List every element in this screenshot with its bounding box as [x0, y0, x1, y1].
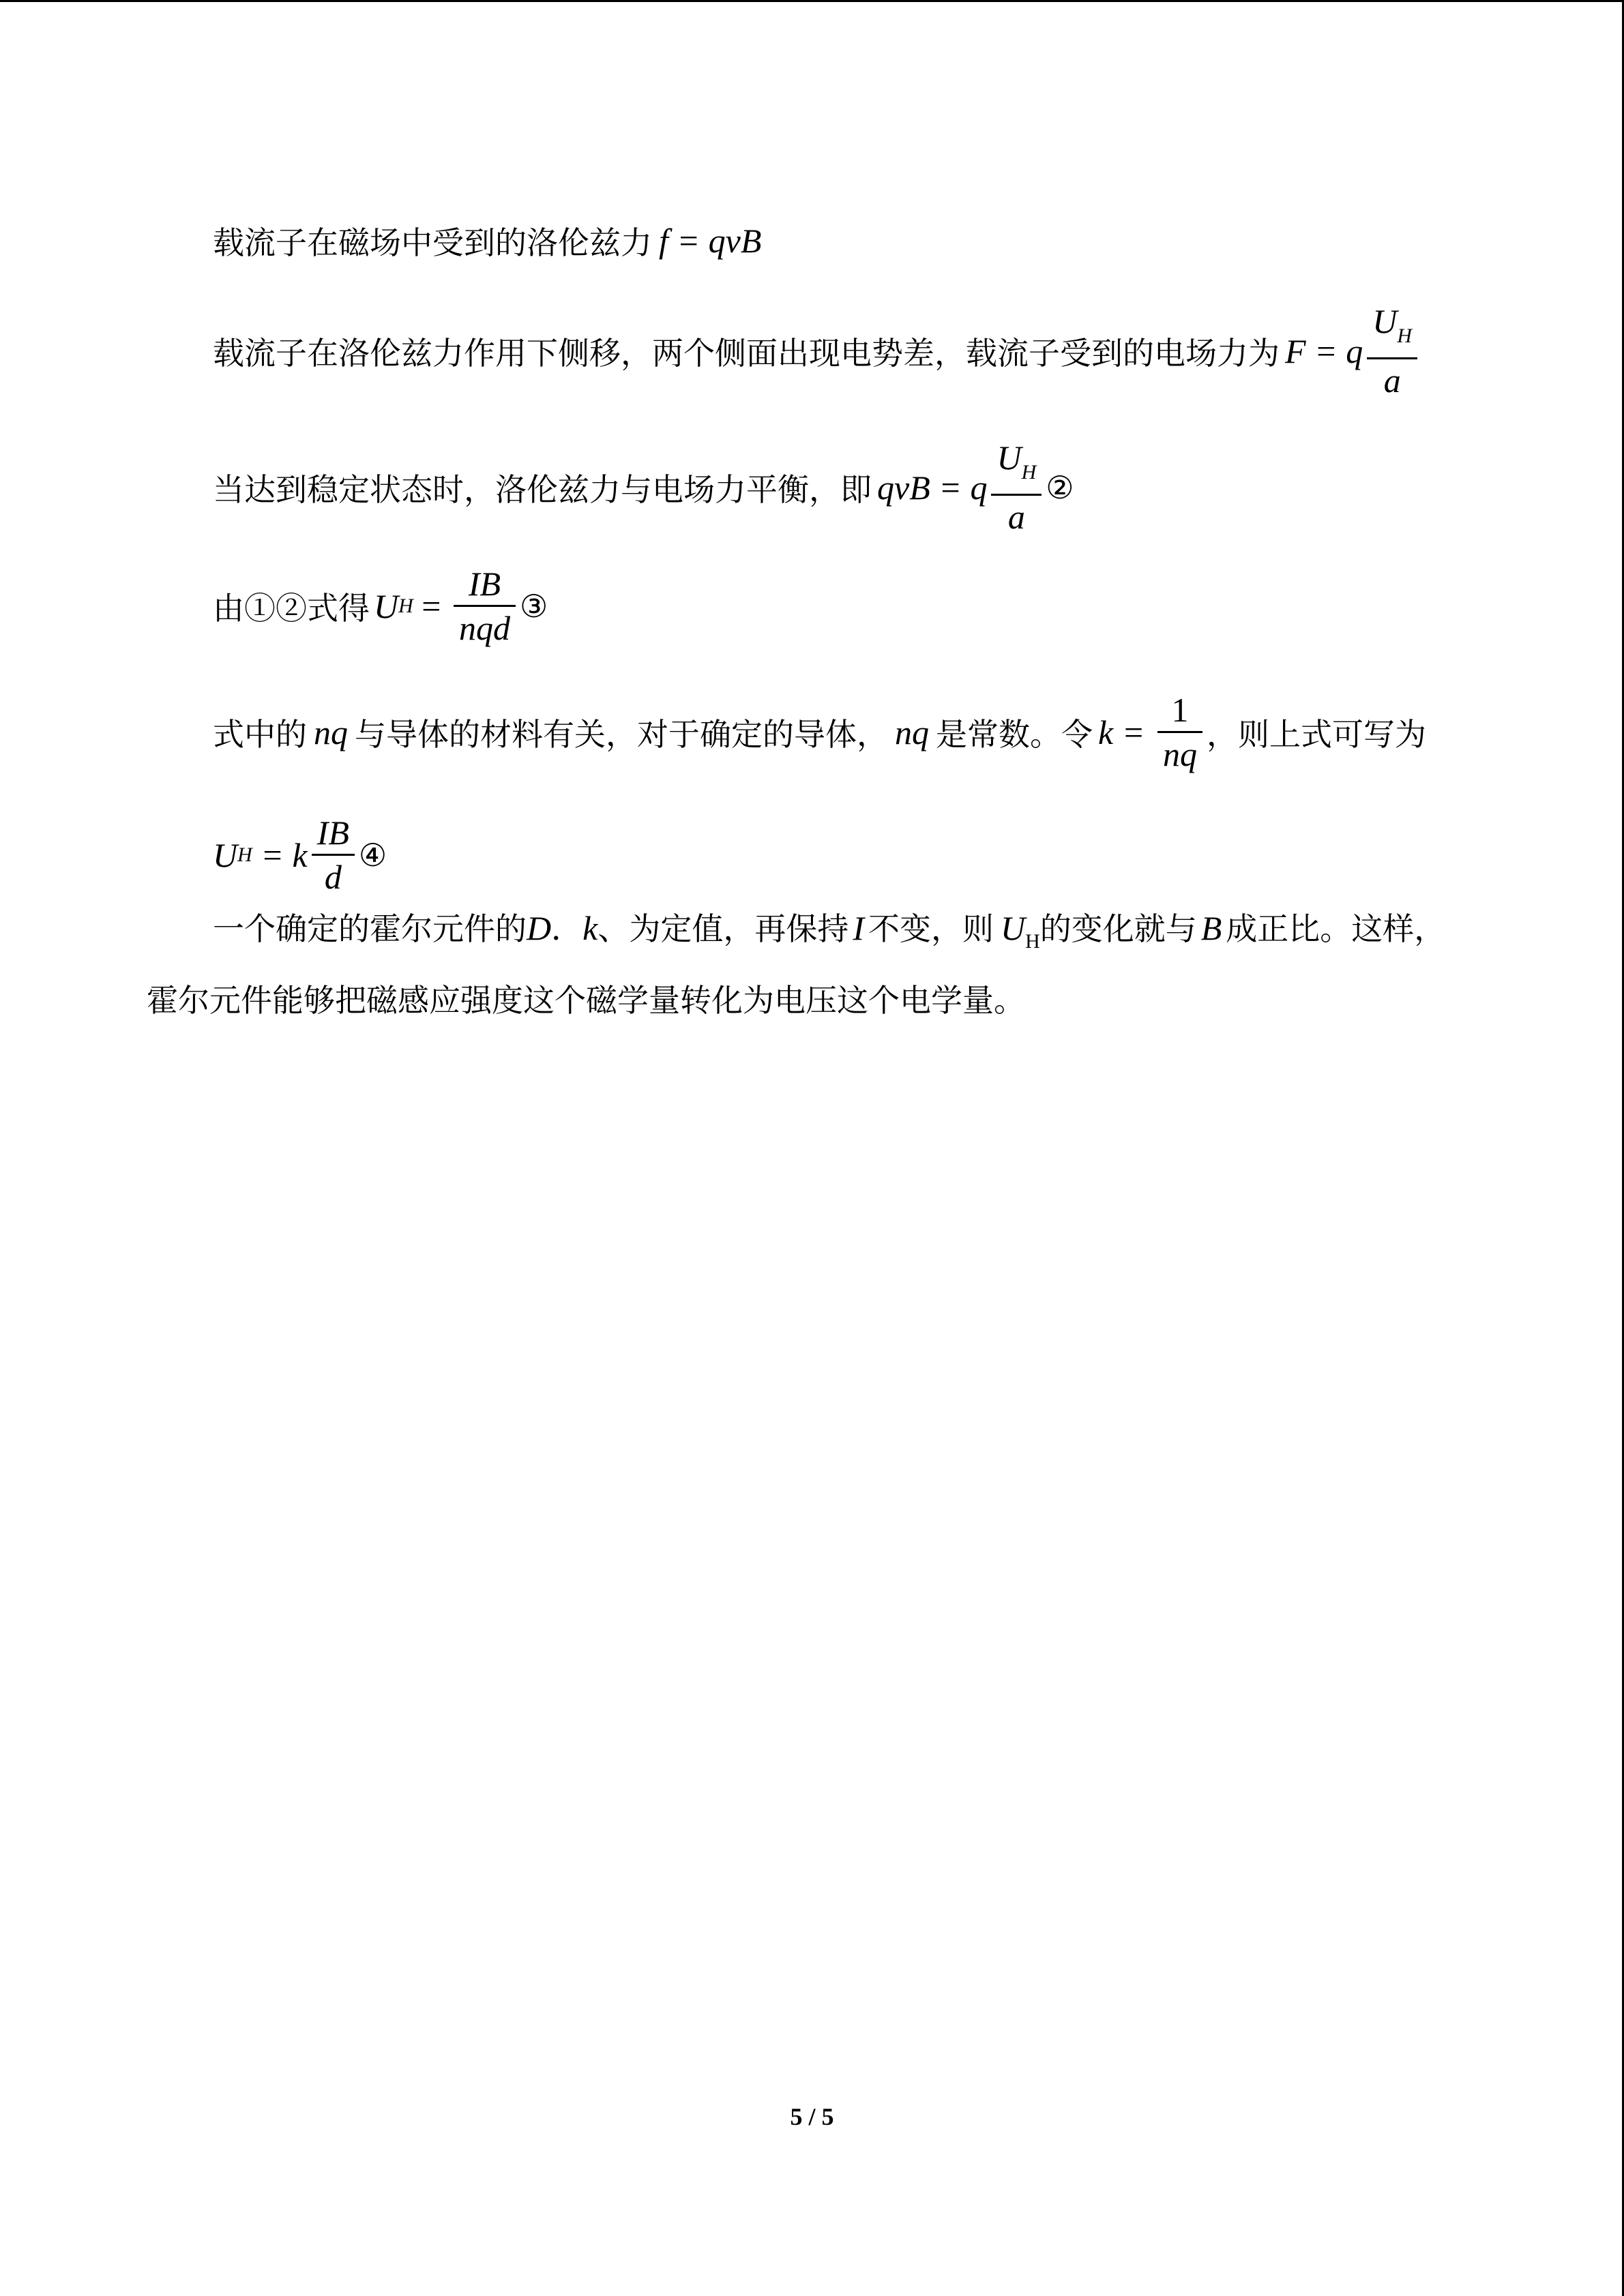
final-fraction [312, 811, 355, 898]
d-variable: D [527, 909, 552, 947]
equilibrium-line [213, 436, 1074, 538]
conclusion-text-3: 、为定值，再保持 [597, 910, 849, 947]
fraction-numerator: IB [468, 565, 501, 603]
hall-voltage-subscript: H [398, 594, 413, 617]
nq-variable-1: nq [314, 713, 348, 751]
conclusion-text-1: 一个确定的霍尔元件的 [213, 910, 527, 947]
equilibrium-fraction [991, 436, 1042, 538]
fraction-numerator: 1 [1171, 691, 1189, 729]
conclusion-text-2: ． [551, 910, 583, 947]
electric-force-fraction [1367, 300, 1417, 402]
electric-force-line [213, 300, 1421, 402]
fraction-numerator-subscript: H [1397, 325, 1413, 347]
page-border-top [0, 0, 1624, 2]
equilibrium-lhs: qvB = q [877, 468, 988, 507]
u-variable: U [1000, 909, 1026, 947]
conclusion-text-6: 成正比。这样，霍尔元件能够把磁感应强度这个磁学量转化为电压这个电学量。 [147, 910, 1446, 1019]
conclusion-text-4: 不变，则 [868, 910, 994, 947]
hall-voltage-derivation-line [213, 563, 548, 649]
electric-force-text: 载流子在洛伦兹力作用下侧移，两个侧面出现电势差，载流子受到的电场力为 [213, 334, 1280, 372]
definition-text-4: ，则上式可写为 [1206, 715, 1426, 753]
constant-definition-line [213, 689, 1426, 775]
fraction-denominator: a [1007, 498, 1025, 536]
conclusion-text-5: 的变化就与 [1039, 910, 1197, 947]
fraction-denominator: nqd [458, 609, 510, 647]
hall-voltage-subscript: H [237, 843, 252, 866]
fraction-numerator: U [996, 438, 1022, 477]
hall-voltage-symbol: U [213, 835, 238, 874]
lorentz-force-line [213, 218, 761, 263]
equation-mark-3: ③ [519, 587, 548, 625]
fraction-numerator: U [1372, 302, 1398, 340]
lorentz-force-formula: f = qvB [659, 222, 762, 260]
hall-voltage-fraction [454, 563, 516, 649]
b-variable: B [1200, 909, 1222, 947]
definition-text-3: 是常数。令 [936, 715, 1093, 753]
fraction-numerator: IB [316, 814, 349, 852]
page-number: 5 / 5 [790, 2103, 834, 2130]
fraction-numerator-subscript: H [1021, 461, 1037, 483]
hall-voltage-symbol: U [374, 586, 399, 625]
hall-voltage-final-line [213, 811, 387, 898]
definition-text-1: 式中的 [213, 715, 307, 753]
derivation-text: 由①②式得 [213, 589, 370, 627]
u-subscript: H [1025, 930, 1040, 953]
nq-variable-2: nq [895, 713, 929, 751]
k-fraction [1157, 689, 1202, 775]
equation-mark-4: ④ [358, 836, 387, 874]
fraction-denominator: nq [1162, 735, 1197, 773]
k-variable: k [582, 909, 598, 947]
equals-sign: = [413, 586, 449, 625]
equilibrium-text: 当达到稳定状态时，洛伦兹力与电场力平衡，即 [213, 471, 872, 508]
fraction-denominator: a [1383, 361, 1401, 400]
k-lhs: k = [1098, 713, 1153, 751]
definition-text-2: 与导体的材料有关，对于确定的导体， [355, 715, 888, 753]
equals-k: = k [252, 835, 308, 874]
equation-mark-2: ② [1046, 468, 1074, 506]
lorentz-force-text: 载流子在磁场中受到的洛伦兹力 [213, 224, 652, 261]
electric-force-lhs: F = q [1285, 331, 1363, 370]
i-variable: I [853, 909, 864, 947]
fraction-denominator: d [324, 858, 342, 896]
conclusion-paragraph [147, 899, 1463, 1030]
